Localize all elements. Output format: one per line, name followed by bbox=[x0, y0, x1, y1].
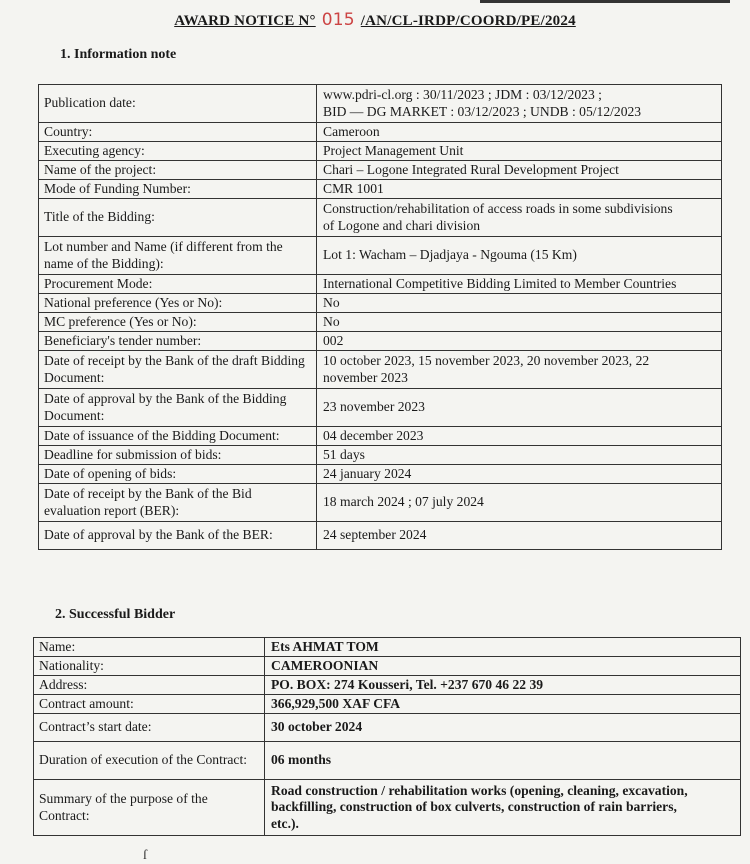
row-value bbox=[317, 161, 722, 180]
value-line: BID — DG MARKET : 03/12/2023 ; UNDB : 05/12/2023 bbox=[323, 103, 642, 119]
row-value bbox=[317, 389, 722, 427]
row-label: National preference (Yes or No): bbox=[39, 294, 317, 313]
table-row bbox=[39, 85, 722, 123]
section2-heading: 2. Successful Bidder bbox=[55, 607, 176, 622]
row-label: Duration of execution of the Contract: bbox=[34, 742, 265, 780]
row-value bbox=[317, 123, 722, 142]
table-row bbox=[39, 484, 722, 522]
row-value bbox=[265, 657, 741, 676]
table-row bbox=[39, 313, 722, 332]
row-label: Name of the project: bbox=[39, 161, 317, 180]
value-line: 24 september 2024 bbox=[323, 527, 427, 543]
information-note-table bbox=[38, 84, 722, 550]
table-row bbox=[34, 780, 741, 836]
row-label: Date of receipt by the Bank of the draft Bidding Document: bbox=[39, 351, 317, 389]
successful-bidder-table bbox=[33, 637, 741, 836]
value-line: No bbox=[323, 294, 340, 310]
value-line: 23 november 2023 bbox=[323, 399, 425, 415]
value-line: CAMEROONIAN bbox=[271, 657, 379, 673]
value-line: etc.). bbox=[271, 815, 299, 831]
row-value bbox=[317, 313, 722, 332]
table-row bbox=[39, 237, 722, 275]
row-label: Procurement Mode: bbox=[39, 275, 317, 294]
value-line: november 2023 bbox=[323, 369, 408, 385]
row-value bbox=[317, 85, 722, 123]
value-line: 51 days bbox=[323, 446, 365, 462]
value-line: 30 october 2024 bbox=[271, 719, 363, 735]
table-row bbox=[39, 332, 722, 351]
title-suffix: /AN/CL-IRDP/COORD/PE/2024 bbox=[360, 13, 576, 29]
row-value bbox=[265, 714, 741, 742]
table-row bbox=[39, 522, 722, 550]
row-value bbox=[317, 180, 722, 199]
row-label: Title of the Bidding: bbox=[39, 199, 317, 237]
row-value bbox=[317, 142, 722, 161]
value-line: CMR 1001 bbox=[323, 180, 384, 196]
table-row bbox=[34, 695, 741, 714]
row-value bbox=[317, 484, 722, 522]
value-line: Lot 1: Wacham – Djadjaya - Ngouma (15 Km) bbox=[323, 247, 577, 263]
row-label: Deadline for submission of bids: bbox=[39, 446, 317, 465]
row-value bbox=[265, 742, 741, 780]
row-label: Country: bbox=[39, 123, 317, 142]
table-row bbox=[39, 351, 722, 389]
row-label: Contract’s start date: bbox=[34, 714, 265, 742]
table-row bbox=[34, 742, 741, 780]
value-line: International Competitive Bidding Limited to Member Countries bbox=[323, 275, 677, 291]
value-line: Cameroon bbox=[323, 123, 380, 139]
table-row bbox=[39, 161, 722, 180]
row-label: Beneficiary's tender number: bbox=[39, 332, 317, 351]
table-row bbox=[34, 714, 741, 742]
top-border-line bbox=[480, 0, 730, 3]
table-row bbox=[34, 676, 741, 695]
row-label: Mode of Funding Number: bbox=[39, 180, 317, 199]
table-row bbox=[39, 294, 722, 313]
row-value bbox=[265, 780, 741, 836]
row-label: Date of opening of bids: bbox=[39, 465, 317, 484]
row-label: Address: bbox=[34, 676, 265, 695]
table-row bbox=[39, 446, 722, 465]
row-value bbox=[317, 199, 722, 237]
row-label: Summary of the purpose of the Contract: bbox=[34, 780, 265, 836]
value-line: www.pdri-cl.org : 30/11/2023 ; JDM : 03/12/2023 ; bbox=[323, 87, 602, 103]
table-row bbox=[39, 389, 722, 427]
value-line: 10 october 2023, 15 november 2023, 20 november 2023, 22 bbox=[323, 353, 650, 369]
row-value bbox=[265, 695, 741, 714]
value-line: 002 bbox=[323, 332, 344, 348]
value-line: 18 march 2024 ; 07 july 2024 bbox=[323, 494, 484, 510]
value-line: 04 december 2023 bbox=[323, 427, 424, 443]
row-value bbox=[317, 427, 722, 446]
value-line: Road construction / rehabilitation works (opening, cleaning, excavation, bbox=[271, 783, 688, 799]
row-value bbox=[317, 332, 722, 351]
table-row bbox=[34, 638, 741, 657]
row-value bbox=[317, 522, 722, 550]
section1-heading: 1. Information note bbox=[60, 47, 177, 62]
value-line: of Logone and chari division bbox=[323, 217, 481, 233]
table-row bbox=[39, 199, 722, 237]
row-label: MC preference (Yes or No): bbox=[39, 313, 317, 332]
row-label: Executing agency: bbox=[39, 142, 317, 161]
row-value bbox=[265, 676, 741, 695]
table-row bbox=[39, 142, 722, 161]
row-label: Date of approval by the Bank of the BER: bbox=[39, 522, 317, 550]
row-value bbox=[265, 638, 741, 657]
handwritten-mark: ſ bbox=[143, 848, 147, 863]
table-row bbox=[39, 275, 722, 294]
title-prefix: AWARD NOTICE N° bbox=[174, 13, 316, 29]
table-row bbox=[39, 427, 722, 446]
row-label: Date of approval by the Bank of the Bidding Document: bbox=[39, 389, 317, 427]
handwritten-number: 015 bbox=[321, 10, 355, 30]
row-label: Date of issuance of the Bidding Document: bbox=[39, 427, 317, 446]
table-row bbox=[39, 180, 722, 199]
row-value bbox=[317, 446, 722, 465]
row-label: Lot number and Name (if different from the name of the Bidding): bbox=[39, 237, 317, 275]
row-value bbox=[317, 465, 722, 484]
row-value bbox=[317, 294, 722, 313]
value-line: 366,929,500 XAF CFA bbox=[271, 695, 401, 711]
value-line: Ets AHMAT TOM bbox=[271, 638, 379, 654]
table-row bbox=[39, 123, 722, 142]
row-value bbox=[317, 237, 722, 275]
row-label: Name: bbox=[34, 638, 265, 657]
row-label: Nationality: bbox=[34, 657, 265, 676]
table-row bbox=[34, 657, 741, 676]
value-line: No bbox=[323, 313, 340, 329]
value-line: Project Management Unit bbox=[323, 142, 464, 158]
value-line: 24 january 2024 bbox=[323, 465, 412, 481]
value-line: PO. BOX: 274 Kousseri, Tel. +237 670 46 22 39 bbox=[271, 676, 544, 692]
page-title bbox=[0, 10, 750, 30]
row-label: Date of receipt by the Bank of the Bid evaluation report (BER): bbox=[39, 484, 317, 522]
value-line: Construction/rehabilitation of access roads in some subdivisions bbox=[323, 201, 673, 217]
table-row bbox=[39, 465, 722, 484]
row-value bbox=[317, 351, 722, 389]
value-line: backfilling, construction of box culverts, construction of rain barriers, bbox=[271, 799, 677, 815]
row-label: Contract amount: bbox=[34, 695, 265, 714]
value-line: Chari – Logone Integrated Rural Development Project bbox=[323, 161, 619, 177]
value-line: 06 months bbox=[271, 752, 332, 768]
row-value bbox=[317, 275, 722, 294]
row-label: Publication date: bbox=[39, 85, 317, 123]
